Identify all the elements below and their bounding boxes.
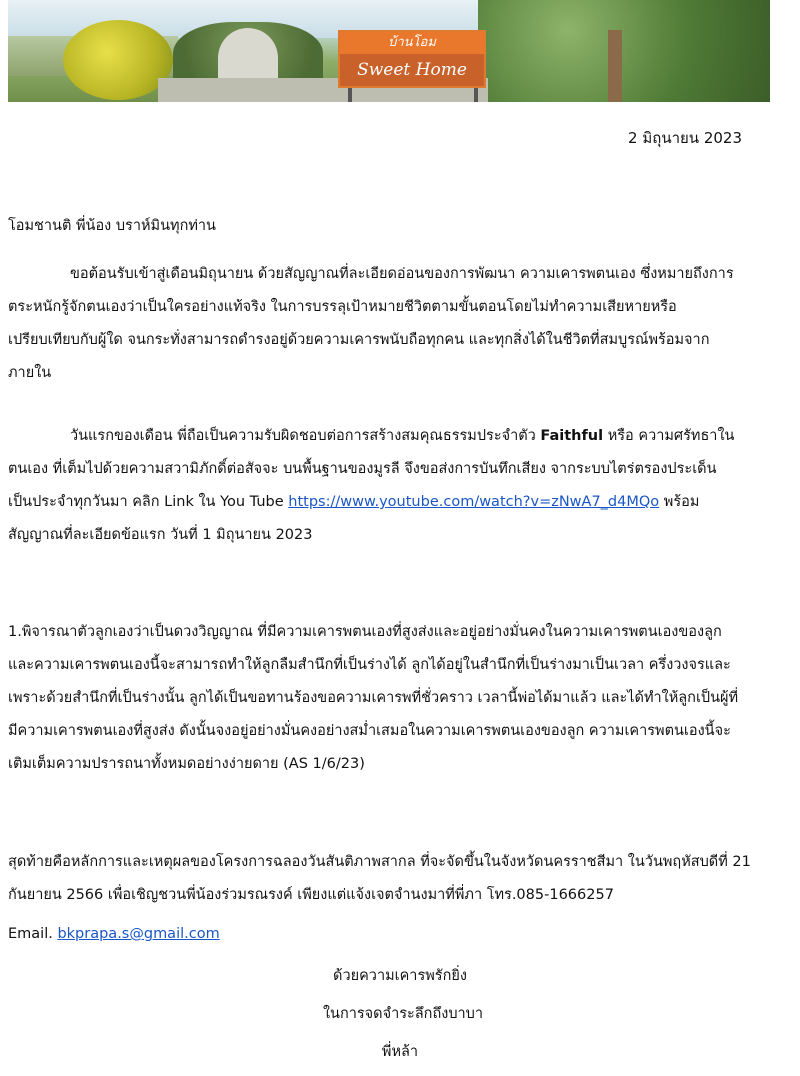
paragraph-point-1 (8, 616, 792, 781)
text-segment: พร้อม (659, 494, 700, 510)
text-line: ตระหนักรู้จักตนเองว่าเป็นใครอย่างแท้จริง ในการบรรลุเป้าหมายชีวิตตามขั้นตอนโดยไม่ทำความเสียหายหรือ (8, 299, 677, 315)
greeting: โอมชานติ พี่น้อง บราห์มินทุกท่าน (8, 218, 216, 234)
header-banner-photo (8, 0, 770, 102)
text-line: ภายใน (8, 365, 52, 381)
sign-bottom-text: Sweet Home (340, 54, 484, 86)
text-line: และความเคารพตนเองนี้จะสามารถทำให้ลูกลืมสำนึกที่เป็นร่างได้ ลูกได้อยู่ในสำนึกที่เป็นร่างมาเป็นเวลา ครึ่งวงจรและ (8, 657, 731, 673)
text-line: กันยายน 2566 เพื่อเชิญชวนพี่น้องร่วมรณรงค์ เพียงแต่แจ้งเจตจำนงมาที่พี่ภา โทร.085-1666257 (8, 887, 614, 903)
text-line (8, 420, 792, 453)
text-line (8, 486, 792, 519)
text-line: เติมเต็มความปรารถนาทั้งหมดอย่างง่ายดาย (AS 1/6/23) (8, 756, 365, 772)
letter-date: 2 มิถุนายน 2023 (628, 129, 742, 147)
text-line: เปรียบเทียบกับผู้ใด จนกระทั่งสามารถดำรงอยู่ด้วยความเคารพนับถือทุกคน และทุกสิ่งได้ในชีวิตที่สมบูรณ์พร้อมจาก (8, 332, 710, 348)
sweet-home-sign (338, 30, 486, 88)
closing-signature: พี่หล้า (381, 1044, 419, 1060)
email-link[interactable]: bkprapa.s@gmail.com (57, 926, 220, 942)
text-segment: วันแรกของเดือน พี่ถือเป็นความรับผิดชอบต่อการสร้างสมคุณธรรมประจำตัว (70, 428, 541, 444)
text-line: มีความเคารพตนเองที่สูงส่ง ดังนั้นจงอยู่อย่างมั่นคงอย่างสม่ำเสมอในความเคารพตนเองของลูก ความเคารพตนเองนี้จะ (8, 723, 731, 739)
paragraph-youtube (8, 420, 792, 552)
email-line (8, 926, 220, 942)
email-label: Email. (8, 926, 58, 942)
text-line: ขอต้อนรับเข้าสู่เดือนมิถุนายน ด้วยสัญญาณที่ละเอียดอ่อนของการพัฒนา ความเคารพตนเอง ซึ่งหมายถึงการ (70, 266, 734, 282)
faithful-keyword: Faithful (540, 428, 604, 444)
closing-line-1: ด้วยความเคารพรักยิ่ง (333, 968, 467, 984)
text-line: สัญญาณที่ละเอียดข้อแรก วันที่ 1 มิถุนายน 2023 (8, 527, 313, 543)
paragraph-closing-info (8, 846, 792, 912)
text-line: เพราะด้วยสำนึกที่เป็นร่างนั้น ลูกได้เป็นขอทานร้องขอความเคารพที่ชั่วคราว เวลานี้พ่อได้มาแล้ว และได้ทำให้ลูกเป็นผู้ที่ (8, 690, 739, 706)
text-segment: เป็นประจำทุกวันมา คลิก Link ใน You Tube (8, 494, 289, 510)
text-line: สุดท้ายคือหลักการและเหตุผลของโครงการฉลองวันสันติภาพสากล ที่จะจัดขึ้นในจังหวัดนครราชสีมา ในวันพฤหัสบดีที่ 21 (8, 854, 751, 870)
closing-line-2: ในการจดจำระลึกถึงบาบา (322, 1006, 484, 1022)
sign-top-text: บ้านโอม (340, 32, 484, 54)
paragraph-intro (8, 258, 792, 390)
youtube-link[interactable]: https://www.youtube.com/watch?v=zNwA7_d4MQo (288, 494, 660, 510)
text-line: ตนเอง ที่เต็มไปด้วยความสวามิภักดิ์ต่อสัจจะ บนพื้นฐานของมูรลี จึงขอส่งการบันทึกเสียง จากระบบไตร่ตรองประเด็น (8, 461, 717, 477)
text-line: 1.พิจารณาตัวลูกเองว่าเป็นดวงวิญญาณ ที่มีความเคารพตนเองที่สูงส่งและอยู่อย่างมั่นคงในความเคารพตนเองของลูก (8, 624, 722, 640)
text-segment: หรือ ความศรัทธาใน (603, 428, 735, 444)
